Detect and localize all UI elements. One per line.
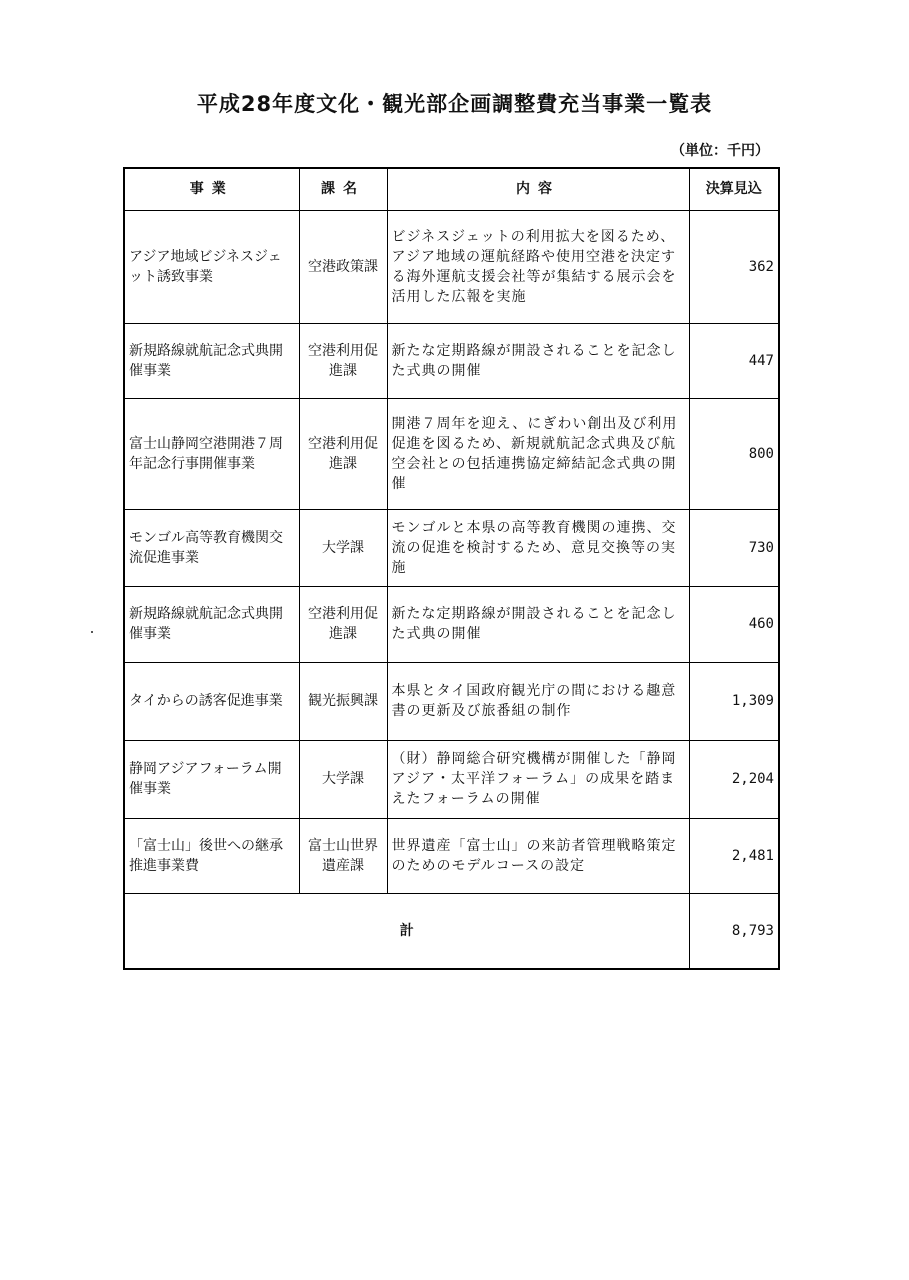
table-row bbox=[124, 662, 779, 740]
project-content: モンゴルと本県の高等教育機関の連携、交流の促進を検討するため、意見交換等の実施 bbox=[387, 509, 689, 586]
department-name: 富士山世界遺産課 bbox=[299, 818, 387, 893]
department-name: 空港利用促進課 bbox=[299, 398, 387, 509]
budget-table bbox=[123, 167, 780, 970]
project-name: モンゴル高等教育機関交流促進事業 bbox=[124, 509, 299, 586]
project-content: 本県とタイ国政府観光庁の間における趣意書の更新及び旅番組の制作 bbox=[387, 662, 689, 740]
settlement-amount: 362 bbox=[689, 210, 779, 323]
project-name: 新規路線就航記念式典開催事業 bbox=[124, 323, 299, 398]
header-content: 内容 bbox=[387, 168, 689, 210]
table-row bbox=[124, 818, 779, 893]
table-header-row bbox=[124, 168, 779, 210]
project-content: 新たな定期路線が開設されることを記念した式典の開催 bbox=[387, 323, 689, 398]
project-name: アジア地域ビジネスジェット誘致事業 bbox=[124, 210, 299, 323]
total-amount: 8,793 bbox=[689, 893, 779, 969]
project-name: 「富士山」後世への継承推進事業費 bbox=[124, 818, 299, 893]
department-name: 大学課 bbox=[299, 740, 387, 818]
project-name: 富士山静岡空港開港７周年記念行事開催事業 bbox=[124, 398, 299, 509]
unit-note: （単位：千円） bbox=[671, 143, 769, 159]
settlement-amount: 447 bbox=[689, 323, 779, 398]
total-label: 計 bbox=[124, 893, 689, 969]
project-content: ビジネスジェットの利用拡大を図るため、アジア地域の運航経路や使用空港を決定する海外運航支援会社等が集結する展示会を活用した広報を実施 bbox=[387, 210, 689, 323]
department-name: 空港利用促進課 bbox=[299, 586, 387, 662]
total-row bbox=[124, 893, 779, 969]
project-content: （財）静岡総合研究機構が開催した「静岡アジア・太平洋フォーラム」の成果を踏まえたフォーラムの開催 bbox=[387, 740, 689, 818]
settlement-amount: 2,481 bbox=[689, 818, 779, 893]
scan-speck bbox=[91, 631, 93, 633]
project-content: 開港７周年を迎え、にぎわい創出及び利用促進を図るため、新規就航記念式典及び航空会社との包括連携協定締結記念式典の開催 bbox=[387, 398, 689, 509]
table-row bbox=[124, 323, 779, 398]
header-department: 課名 bbox=[299, 168, 387, 210]
project-name: 静岡アジアフォーラム開催事業 bbox=[124, 740, 299, 818]
table-row bbox=[124, 586, 779, 662]
settlement-amount: 730 bbox=[689, 509, 779, 586]
department-name: 空港利用促進課 bbox=[299, 323, 387, 398]
table-row bbox=[124, 210, 779, 323]
project-content: 新たな定期路線が開設されることを記念した式典の開催 bbox=[387, 586, 689, 662]
table-row bbox=[124, 398, 779, 509]
table-row bbox=[124, 509, 779, 586]
department-name: 大学課 bbox=[299, 509, 387, 586]
header-project: 事業 bbox=[124, 168, 299, 210]
project-name: タイからの誘客促進事業 bbox=[124, 662, 299, 740]
project-content: 世界遺産「富士山」の来訪者管理戦略策定のためのモデルコースの設定 bbox=[387, 818, 689, 893]
department-name: 観光振興課 bbox=[299, 662, 387, 740]
header-amount: 決算見込 bbox=[689, 168, 779, 210]
page-title: 平成28年度文化・観光部企画調整費充当事業一覧表 bbox=[196, 92, 713, 116]
settlement-amount: 2,204 bbox=[689, 740, 779, 818]
project-name: 新規路線就航記念式典開催事業 bbox=[124, 586, 299, 662]
table-row bbox=[124, 740, 779, 818]
settlement-amount: 460 bbox=[689, 586, 779, 662]
settlement-amount: 800 bbox=[689, 398, 779, 509]
department-name: 空港政策課 bbox=[299, 210, 387, 323]
settlement-amount: 1,309 bbox=[689, 662, 779, 740]
